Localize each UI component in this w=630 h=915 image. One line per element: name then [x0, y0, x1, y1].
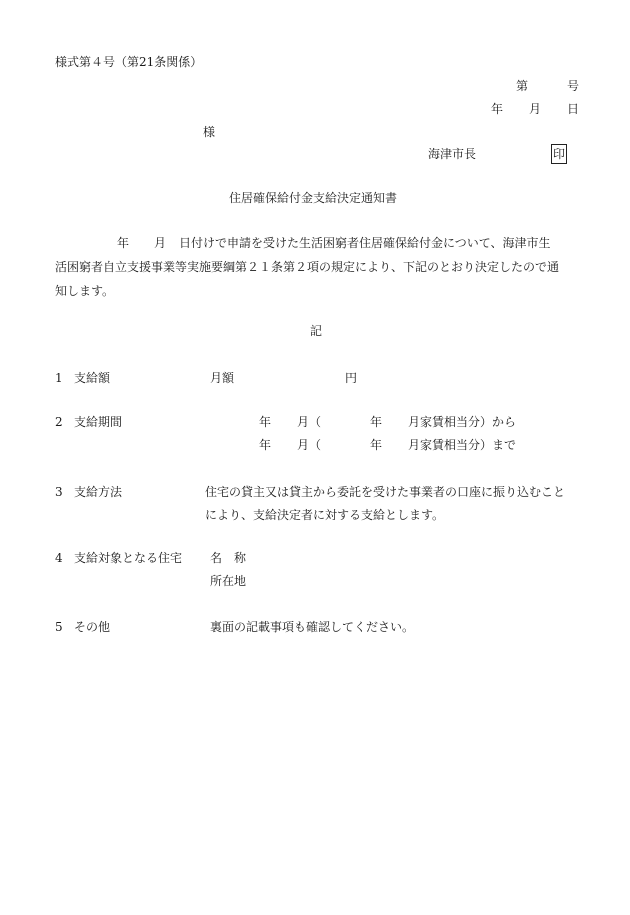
body-year: 年: [117, 236, 130, 250]
body-month: 月: [154, 236, 167, 250]
item-4-number: 4: [55, 551, 63, 565]
item-5-text: 裏面の記載事項も確認してください。: [210, 620, 415, 634]
item-2-row1-year: 年: [259, 415, 272, 429]
item-2-row2-month2: 月家賃相当分）まで: [408, 438, 517, 452]
item-2-row1-month2: 月家賃相当分）から: [408, 415, 517, 429]
item-1-monthly: 月額: [210, 371, 235, 385]
document-number-suffix: 号: [567, 79, 580, 93]
issuer-name: 海津市長: [428, 147, 477, 161]
item-3-number: 3: [55, 485, 63, 499]
document-title: 住居確保給付金支給決定通知書: [229, 191, 398, 205]
item-2-label: 支給期間: [74, 415, 123, 429]
seal-box: [551, 144, 567, 164]
form-number: 様式第４号（第21条関係）: [55, 55, 203, 69]
body-line-3: 知します。: [55, 284, 115, 298]
item-1-number: 1: [55, 371, 63, 385]
ki-heading: 記: [310, 324, 323, 338]
date-year: 年: [491, 102, 504, 116]
item-4-name: 名 称: [210, 551, 247, 565]
document-number-prefix: 第: [516, 79, 529, 93]
item-3-line-2: により、支給決定者に対する支給とします。: [205, 508, 445, 522]
item-3-line-1: 住宅の貸主又は貸主から委託を受けた事業者の口座に振り込むこと: [205, 485, 566, 499]
item-2-number: 2: [55, 415, 63, 429]
item-5-label: その他: [74, 620, 111, 634]
item-2-row2-month: 月（: [297, 438, 322, 452]
item-5-number: 5: [55, 620, 63, 634]
item-2-row2-year: 年: [259, 438, 272, 452]
body-line-1: 日付けで申請を受けた生活困窮者住居確保給付金について、海津市生: [179, 236, 551, 250]
item-2-row2-year2: 年: [370, 438, 383, 452]
item-3-label: 支給方法: [74, 485, 123, 499]
date-day: 日: [567, 102, 580, 116]
body-line-2: 活困窮者自立支援事業等実施要綱第２１条第２項の規定により、下記のとおり決定したので通: [55, 260, 560, 274]
item-4-location: 所在地: [210, 574, 247, 588]
addressee-suffix: 様: [203, 125, 216, 139]
item-2-row1-year2: 年: [370, 415, 383, 429]
item-4-label: 支給対象となる住宅: [74, 551, 183, 565]
item-2-row1-month: 月（: [297, 415, 322, 429]
item-1-yen: 円: [345, 371, 358, 385]
item-1-label: 支給額: [74, 371, 111, 385]
date-month: 月: [529, 102, 542, 116]
seal-mark: 印: [551, 144, 567, 164]
